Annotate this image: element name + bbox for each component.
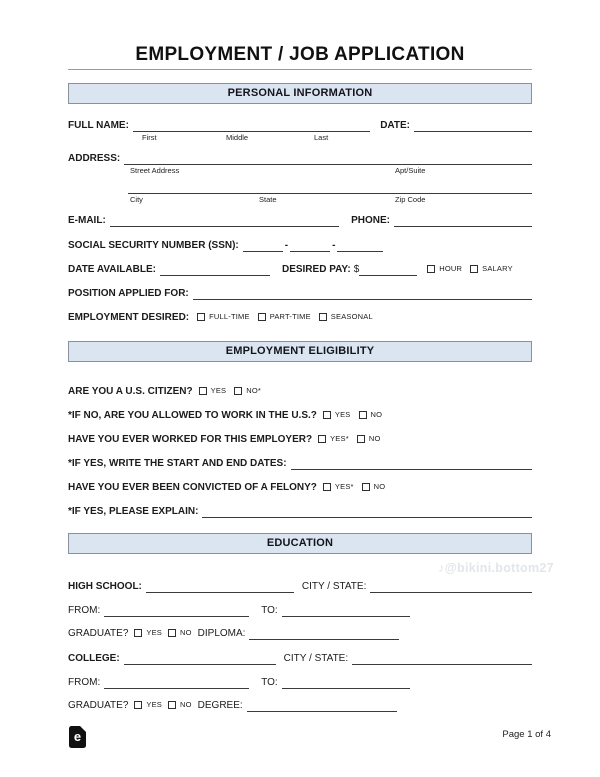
felony-yes-label: YES* (334, 482, 354, 491)
address-sublabel-row-1 (68, 165, 532, 175)
college-city-state-label: CITY / STATE: (283, 653, 349, 664)
felony-no-label: NO (373, 482, 386, 491)
college-graduate-yes-option (134, 698, 162, 712)
section-header-education-label: EDUCATION (266, 537, 334, 549)
address-row-2 (68, 181, 532, 194)
hs-graduate-no-option (168, 626, 192, 640)
college-input-line[interactable] (124, 652, 276, 665)
city-state-zip-input-line[interactable] (128, 181, 532, 194)
position-input-line[interactable] (193, 287, 532, 300)
watermark-username: @bikini.bottom27 (444, 561, 554, 575)
explain-row (68, 505, 532, 518)
zip-sublabel: Zip Code (395, 195, 426, 204)
worked-no-checkbox[interactable] (357, 435, 365, 443)
felony-question-label: HAVE YOU EVER BEEN CONVICTED OF A FELONY? (68, 482, 317, 493)
college-graduate-yes-label: YES (146, 700, 162, 709)
explain-label: *IF YES, PLEASE EXPLAIN: (68, 506, 199, 517)
salary-option (470, 262, 513, 276)
worked-yes-checkbox[interactable] (318, 435, 326, 443)
full-name-label: FULL NAME: (68, 120, 129, 131)
hour-label: HOUR (439, 264, 463, 273)
address-label: ADDRESS: (68, 153, 121, 164)
full-name-row (68, 119, 532, 132)
title-divider (68, 69, 532, 70)
first-name-sublabel: First (142, 133, 157, 142)
college-graduate-yes-checkbox[interactable] (134, 701, 142, 709)
allowed-to-work-label: *IF NO, ARE YOU ALLOWED TO WORK IN THE U.S.? (68, 410, 317, 421)
email-input-line[interactable] (110, 214, 339, 227)
street-address-sublabel: Street Address (130, 166, 180, 175)
college-label: COLLEGE: (68, 653, 120, 664)
ssn-input-line-2[interactable] (290, 239, 330, 252)
hs-graduate-row (68, 627, 532, 640)
position-row (68, 287, 532, 300)
seasonal-label: SEASONAL (330, 312, 373, 321)
phone-input-line[interactable] (394, 214, 532, 227)
employment-desired-label: EMPLOYMENT DESIRED: (68, 312, 190, 323)
desired-pay-input-line[interactable] (359, 263, 417, 276)
hs-graduate-yes-checkbox[interactable] (134, 629, 142, 637)
date-available-label: DATE AVAILABLE: (68, 264, 156, 275)
city-sublabel: City (130, 195, 143, 204)
music-note-icon: ♪ (438, 561, 445, 575)
citizen-yes-label: YES (210, 386, 227, 395)
date-available-input-line[interactable] (160, 263, 270, 276)
employment-desired-row (68, 311, 532, 324)
full-time-option (197, 310, 250, 324)
hs-to-input-line[interactable] (282, 604, 410, 617)
state-sublabel: State (259, 195, 277, 204)
hs-graduate-no-label: NO (180, 628, 192, 637)
college-city-state-input-line[interactable] (352, 652, 532, 665)
allowed-yes-option (323, 408, 351, 422)
allowed-no-option (359, 408, 383, 422)
start-end-dates-input-line[interactable] (291, 457, 532, 470)
start-end-dates-row (68, 457, 532, 470)
hs-graduate-yes-label: YES (146, 628, 162, 637)
address-sublabel-row-2 (68, 194, 532, 204)
citizen-no-checkbox[interactable] (234, 387, 242, 395)
degree-input-line[interactable] (247, 699, 397, 712)
address-row (68, 152, 532, 165)
street-address-input-line[interactable] (124, 152, 532, 165)
ssn-row (68, 239, 532, 252)
ssn-dash-1: - (284, 240, 289, 251)
eforms-logo (69, 726, 86, 748)
date-label: DATE: (380, 120, 410, 131)
worked-yes-label: YES* (330, 434, 349, 443)
hs-from-input-line[interactable] (104, 604, 249, 617)
date-input-line[interactable] (414, 119, 532, 132)
hs-graduate-no-checkbox[interactable] (168, 629, 176, 637)
high-school-label: HIGH SCHOOL: (68, 581, 142, 592)
page-number: Page 1 of 4 (502, 729, 551, 740)
degree-label: DEGREE: (197, 700, 243, 711)
diploma-input-line[interactable] (249, 627, 399, 640)
full-name-input-line[interactable] (133, 119, 370, 132)
part-time-option (258, 310, 311, 324)
tiktok-watermark (438, 561, 554, 575)
citizen-no-option (234, 384, 261, 398)
college-row (68, 652, 532, 665)
name-sublabel-row (68, 132, 532, 142)
college-graduate-no-label: NO (180, 700, 192, 709)
high-school-input-line[interactable] (146, 580, 294, 593)
worked-before-label: HAVE YOU EVER WORKED FOR THIS EMPLOYER? (68, 434, 313, 445)
college-from-to-row (68, 676, 532, 689)
salary-label: SALARY (482, 264, 513, 273)
currency-symbol: $ (353, 264, 360, 275)
logo-letter: e (73, 729, 82, 744)
last-name-sublabel: Last (314, 133, 329, 142)
allowed-to-work-row (68, 409, 532, 422)
seasonal-checkbox[interactable] (319, 313, 327, 321)
felony-yes-checkbox[interactable] (323, 483, 331, 491)
hs-city-state-input-line[interactable] (370, 580, 532, 593)
felony-question-row (68, 481, 532, 494)
middle-name-sublabel: Middle (226, 133, 249, 142)
worked-no-option (357, 432, 381, 446)
full-time-label: FULL-TIME (209, 312, 250, 321)
felony-no-checkbox[interactable] (362, 483, 370, 491)
section-header-education (68, 533, 532, 554)
worked-no-label: NO (368, 434, 381, 443)
allowed-yes-checkbox[interactable] (323, 411, 331, 419)
worked-yes-option (318, 432, 349, 446)
hs-from-to-row (68, 604, 532, 617)
felony-no-option (362, 480, 386, 494)
college-from-input-line[interactable] (104, 676, 249, 689)
ssn-label: SOCIAL SECURITY NUMBER (SSN): (68, 240, 239, 251)
hs-graduate-yes-option (134, 626, 162, 640)
part-time-label: PART-TIME (269, 312, 311, 321)
apt-suite-sublabel: Apt/Suite (395, 166, 426, 175)
phone-label: PHONE: (351, 215, 390, 226)
page-title: EMPLOYMENT / JOB APPLICATION (135, 44, 465, 65)
citizen-question-row (68, 385, 532, 398)
form-content (68, 0, 532, 712)
college-to-input-line[interactable] (282, 676, 410, 689)
citizen-yes-checkbox[interactable] (199, 387, 207, 395)
allowed-yes-label: YES (334, 410, 351, 419)
hs-city-state-label: CITY / STATE: (301, 581, 367, 592)
allowed-no-checkbox[interactable] (359, 411, 367, 419)
ssn-input-line-1[interactable] (243, 239, 283, 252)
section-header-eligibility-label: EMPLOYMENT ELIGIBILITY (225, 345, 375, 357)
part-time-checkbox[interactable] (258, 313, 266, 321)
salary-checkbox[interactable] (470, 265, 478, 273)
email-phone-row (68, 214, 532, 227)
allowed-no-label: NO (370, 410, 383, 419)
diploma-label: DIPLOMA: (197, 628, 246, 639)
date-available-pay-row (68, 263, 532, 276)
email-label: E-MAIL: (68, 215, 106, 226)
college-graduate-no-checkbox[interactable] (168, 701, 176, 709)
section-header-personal (68, 83, 532, 104)
college-from-label: FROM: (68, 677, 101, 688)
section-header-eligibility (68, 341, 532, 362)
college-graduate-label: GRADUATE? (68, 700, 129, 711)
citizen-question-label: ARE YOU A U.S. CITIZEN? (68, 386, 193, 397)
college-graduate-no-option (168, 698, 192, 712)
high-school-row (68, 580, 532, 593)
college-to-label: TO: (261, 677, 278, 688)
citizen-no-label: NO* (246, 386, 262, 395)
hs-from-label: FROM: (68, 605, 101, 616)
hs-graduate-label: GRADUATE? (68, 628, 129, 639)
citizen-yes-option (199, 384, 227, 398)
start-end-dates-label: *IF YES, WRITE THE START AND END DATES: (68, 458, 287, 469)
explain-input-line[interactable] (202, 505, 532, 518)
worked-before-row (68, 433, 532, 446)
ssn-dash-2: - (332, 240, 336, 251)
hour-option (427, 262, 462, 276)
section-header-personal-label: PERSONAL INFORMATION (227, 87, 373, 99)
seasonal-option (319, 310, 373, 324)
position-label: POSITION APPLIED FOR: (68, 288, 189, 299)
desired-pay-label: DESIRED PAY: (281, 264, 351, 275)
hs-to-label: TO: (261, 605, 278, 616)
felony-yes-option (323, 480, 354, 494)
ssn-input-line-3[interactable] (337, 239, 383, 252)
full-time-checkbox[interactable] (197, 313, 205, 321)
hour-checkbox[interactable] (427, 265, 435, 273)
college-graduate-row (68, 699, 532, 712)
